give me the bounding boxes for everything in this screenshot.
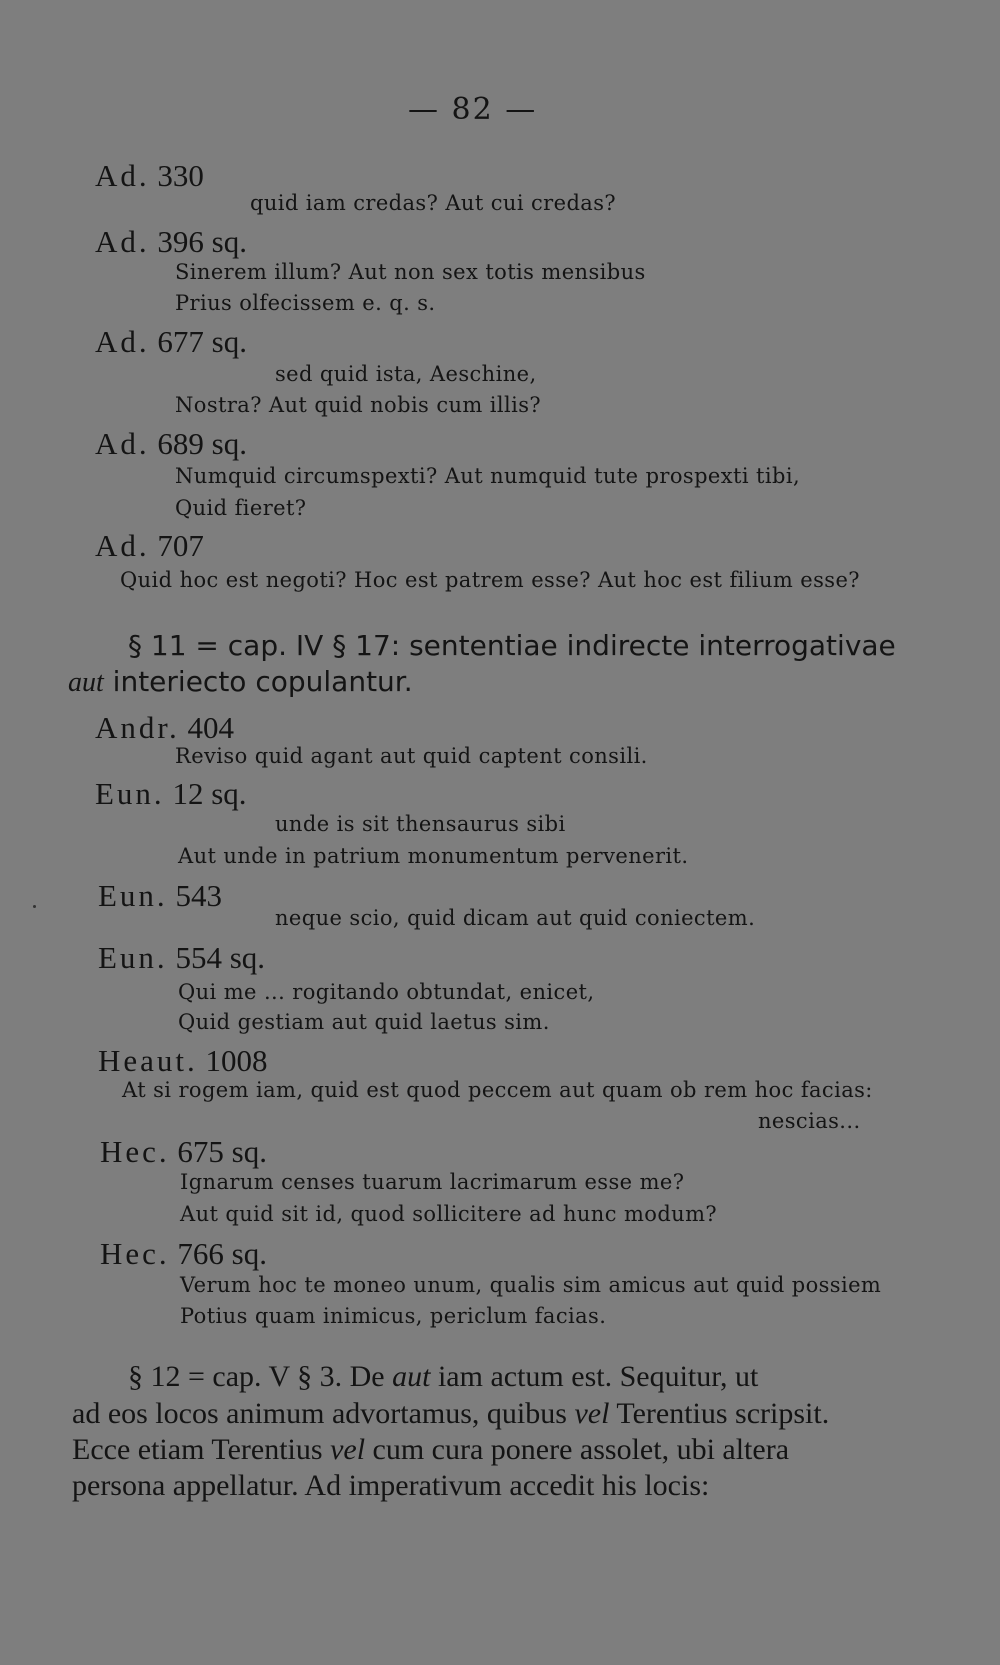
quote-line: Quid hoc est negoti? Hoc est patrem esse? Aut hoc est filium esse? [120,568,860,592]
section-12-line-3 [72,1435,789,1465]
reference-ad-707 [95,530,204,561]
reference-eun-543 [98,880,222,911]
quote-line: Reviso quid agant aut quid captent consili. [175,744,648,768]
ref-abbr: Eun. [98,940,168,975]
quote-line: sed quid ista, Aeschine, [275,362,537,386]
text-span: interiecto copulantur. [103,665,413,698]
ref-num: 689 sq. [157,426,247,461]
ref-num: 1008 [205,1043,268,1078]
ref-num: 12 sq. [172,776,247,811]
ref-num: 404 [187,710,234,745]
quote-line: Quid gestiam aut quid laetus sim. [178,1010,550,1034]
ref-num: 554 sq. [175,940,266,975]
section-11-heading-cont [68,665,413,698]
reference-heaut-1008 [98,1045,268,1076]
quote-line: Ignarum censes tuarum lacrimarum esse me? [180,1170,685,1194]
quote-line: nescias... [758,1109,861,1133]
ref-num: 675 sq. [177,1134,267,1169]
page-number: — 82 — [408,92,538,127]
ref-num: 766 sq. [177,1236,267,1271]
ref-abbr: Heaut. [98,1043,198,1078]
reference-hec-675 [100,1136,267,1167]
quote-line: Verum hoc te moneo unum, qualis sim amicus aut quid possiem [180,1273,882,1297]
quote-line: Potius quam inimicus, periclum facias. [180,1304,607,1328]
quote-line: Qui me ... rogitando obtundat, enicet, [178,980,595,1004]
quote-line: Nostra? Aut quid nobis cum illis? [175,393,542,417]
italic-word: vel [574,1397,610,1430]
text-span: iam actum est. Sequitur, ut [430,1360,759,1393]
ref-abbr: Hec. [100,1236,170,1271]
ref-abbr: Andr. [95,710,180,745]
text-span: § 12 = cap. V § 3. De [128,1360,393,1393]
ref-abbr: Eun. [98,878,168,913]
reference-ad-677 [95,326,247,357]
text-span: ad eos locos animum advortamus, quibus [72,1397,575,1430]
text-span: cum cura ponere assolet, ubi altera [365,1433,790,1466]
quote-line: Quid fieret? [175,496,307,520]
ref-abbr: Eun. [95,776,165,811]
ref-num: 330 [157,158,204,193]
reference-ad-330 [95,160,204,191]
section-12-line-1 [128,1362,758,1392]
quote-line: Sinerem illum? Aut non sex totis mensibus [175,260,646,284]
section-11-heading: § 11 = cap. IV § 17: sententiae indirecte interrogativae [128,629,896,662]
reference-andr-404 [95,712,234,743]
reference-eun-554 [98,942,265,973]
reference-ad-396 [95,226,247,257]
italic-word: vel [330,1433,366,1466]
quote-line: Prius olfecissem e. q. s. [175,291,436,315]
ref-num: 707 [157,528,204,563]
quote-line: unde is sit thensaurus sibi [275,812,566,836]
stray-mark [33,905,36,908]
section-12-line-4: persona appellatur. Ad imperativum accedit his locis: [72,1469,710,1502]
ref-abbr: Hec. [100,1134,170,1169]
quote-line: quid iam credas? Aut cui credas? [250,191,617,215]
ref-abbr: Ad. [95,158,150,193]
ref-num: 396 sq. [157,224,247,259]
ref-abbr: Ad. [95,224,150,259]
ref-abbr: Ad. [95,528,150,563]
quote-line: Aut quid sit id, quod sollicitere ad hunc modum? [180,1202,718,1226]
ref-num: 543 [175,878,222,913]
section-12-line-2 [72,1399,829,1429]
quote-line: neque scio, quid dicam aut quid coniectem. [275,906,756,930]
ref-abbr: Ad. [95,426,150,461]
italic-word: aut [68,667,104,698]
reference-eun-12 [95,778,247,809]
reference-ad-689 [95,428,247,459]
text-span: Ecce etiam Terentius [72,1433,331,1466]
reference-hec-766 [100,1238,267,1269]
ref-num: 677 sq. [157,324,247,359]
quote-line: Aut unde in patrium monumentum pervenerit. [178,844,689,868]
text-span: Terentius scripsit. [609,1397,830,1430]
italic-word: aut [392,1360,431,1393]
quote-line: Numquid circumspexti? Aut numquid tute prospexti tibi, [175,464,801,488]
quote-line: At si rogem iam, quid est quod peccem aut quam ob rem hoc facias: [122,1078,873,1102]
ref-abbr: Ad. [95,324,150,359]
